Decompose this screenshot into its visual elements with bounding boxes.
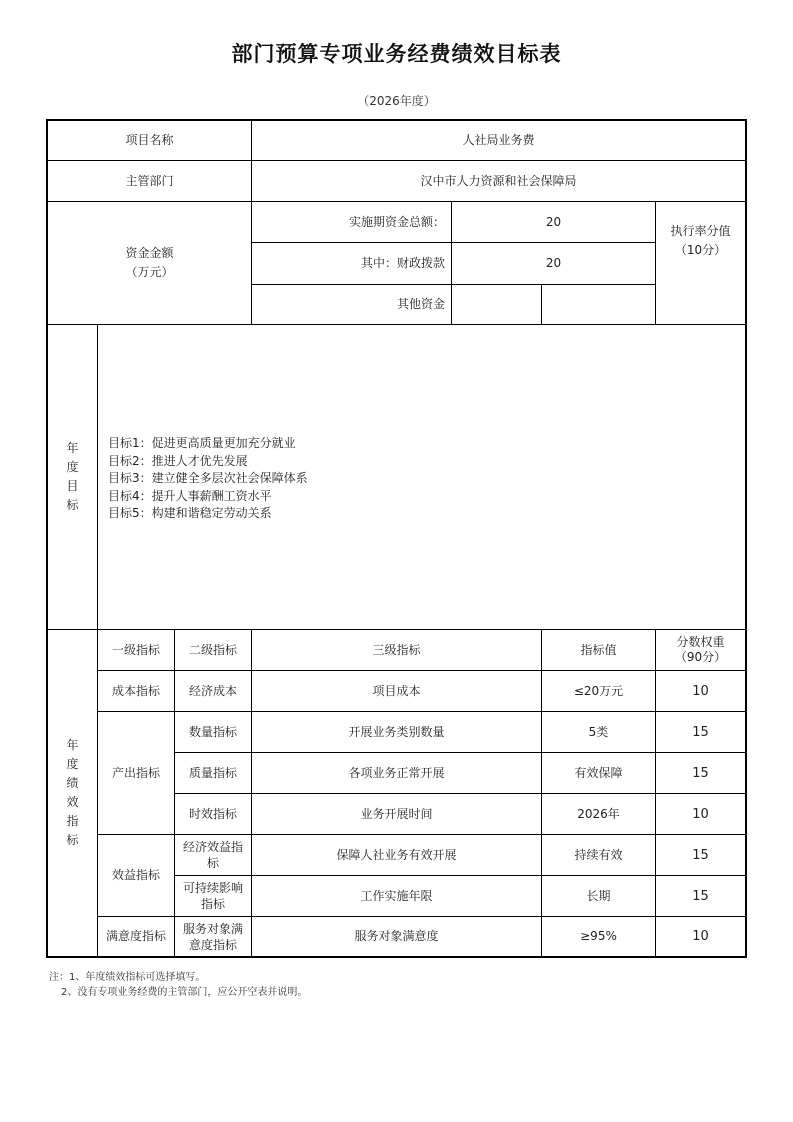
- footnote: 注：1、年度绩效指标可选择填写。: [49, 972, 206, 983]
- indicator-level2: 经济效益指 标: [182, 840, 243, 870]
- funds-label-line2: （万元）: [125, 265, 174, 279]
- fiscal-year: （2026年度）: [357, 94, 436, 108]
- group-benefit: 效益指标: [111, 868, 160, 882]
- indicator-weight: 15: [692, 724, 709, 740]
- indicator-level3: 项目成本: [372, 683, 421, 698]
- grid-line: [46, 324, 747, 325]
- indicator-level2: 质量指标: [188, 765, 237, 780]
- indicator-level2: 可持续影响 指标: [182, 881, 243, 911]
- indicator-weight: 10: [692, 929, 709, 944]
- indicator-level3: 工作实施年限: [360, 888, 433, 903]
- annual-performance-label: 年 度 绩 效 指 标: [66, 738, 79, 847]
- indicator-level2: 数量指标: [188, 724, 237, 739]
- table-border-bottom: [46, 956, 747, 958]
- indicator-weight: 15: [692, 888, 709, 904]
- group-output: 产出指标: [111, 765, 160, 780]
- indicator-value: ≥95%: [580, 929, 617, 943]
- goal-item: 目标2：推进人才优先发展: [108, 453, 248, 468]
- indicator-value: ≤20万元: [573, 683, 624, 698]
- header-weight: 分数权重 （90分）: [674, 635, 727, 664]
- execution-rate-line2: （10分）: [674, 243, 727, 257]
- footnotes: [49, 970, 307, 1000]
- annual-goal-label: 年 度 目 标: [66, 441, 79, 512]
- indicator-level2: 服务对象满 意度指标: [182, 921, 243, 952]
- project-name-value: 人社局业务费: [462, 133, 535, 147]
- header-level3: 三级指标: [372, 642, 421, 657]
- goal-item: 目标4：提升人事薪酬工资水平: [108, 488, 272, 503]
- indicator-weight: 10: [692, 683, 709, 699]
- goal-item: 目标3：建立健全多层次社会保障体系: [108, 471, 308, 485]
- indicator-value: 持续有效: [574, 847, 623, 862]
- indicator-weight: 15: [692, 847, 709, 863]
- header-level1: 一级指标: [111, 642, 160, 657]
- funds-other-label: 其他资金: [396, 297, 445, 311]
- footnote: 2、没有专项业务经费的主管部门，应公开空表并说明。: [61, 987, 308, 998]
- funds-total-value: 20: [545, 214, 562, 229]
- indicator-level2: 时效指标: [188, 806, 237, 821]
- funds-other-value: [452, 285, 541, 324]
- execution-rate-line1: 执行率分值: [670, 224, 731, 238]
- indicator-value: 5类: [588, 724, 609, 739]
- group-cost: 成本指标: [111, 683, 160, 698]
- grid-line: [97, 324, 98, 630]
- indicator-value: 有效保障: [574, 765, 623, 780]
- header-value: 指标值: [580, 642, 617, 657]
- page-title: 部门预算专项业务经费绩效目标表: [231, 42, 562, 66]
- indicator-weight: 15: [692, 765, 709, 781]
- execution-rate-score: [656, 180, 745, 302]
- dept-label: 主管部门: [125, 173, 174, 188]
- funds-label-line1: 资金金额: [125, 246, 174, 260]
- goal-item: 目标5：构建和谐稳定劳动关系: [108, 506, 272, 520]
- dept-value: 汉中市人力资源和社会保障局: [420, 173, 577, 188]
- indicator-level3: 服务对象满意度: [354, 929, 439, 943]
- indicator-value: 长期: [586, 888, 611, 903]
- annual-goals-list: [108, 435, 308, 523]
- funds-total-label: 实施期资金总额：: [348, 214, 445, 229]
- group-satisfaction: 满意度指标: [105, 929, 166, 943]
- indicator-weight: 10: [692, 806, 709, 822]
- goal-item: 目标1：促进更高质量更加充分就业: [108, 436, 296, 450]
- table-border-right: [745, 119, 747, 958]
- indicator-level3: 各项业务正常开展: [348, 765, 445, 780]
- indicator-level3: 业务开展时间: [360, 806, 433, 821]
- funds-label: [48, 202, 251, 324]
- indicator-value: 2026年: [577, 806, 620, 821]
- funds-fiscal-label: 其中：财政拨款: [360, 256, 445, 270]
- project-name-label: 项目名称: [125, 133, 174, 147]
- header-level2: 二级指标: [188, 642, 237, 657]
- indicator-level3: 开展业务类别数量: [348, 724, 445, 739]
- indicator-level2: 经济成本: [188, 683, 237, 698]
- funds-other-extra: [542, 285, 655, 324]
- funds-fiscal-value: 20: [545, 256, 562, 270]
- indicator-level3: 保障人社业务有效开展: [336, 847, 457, 862]
